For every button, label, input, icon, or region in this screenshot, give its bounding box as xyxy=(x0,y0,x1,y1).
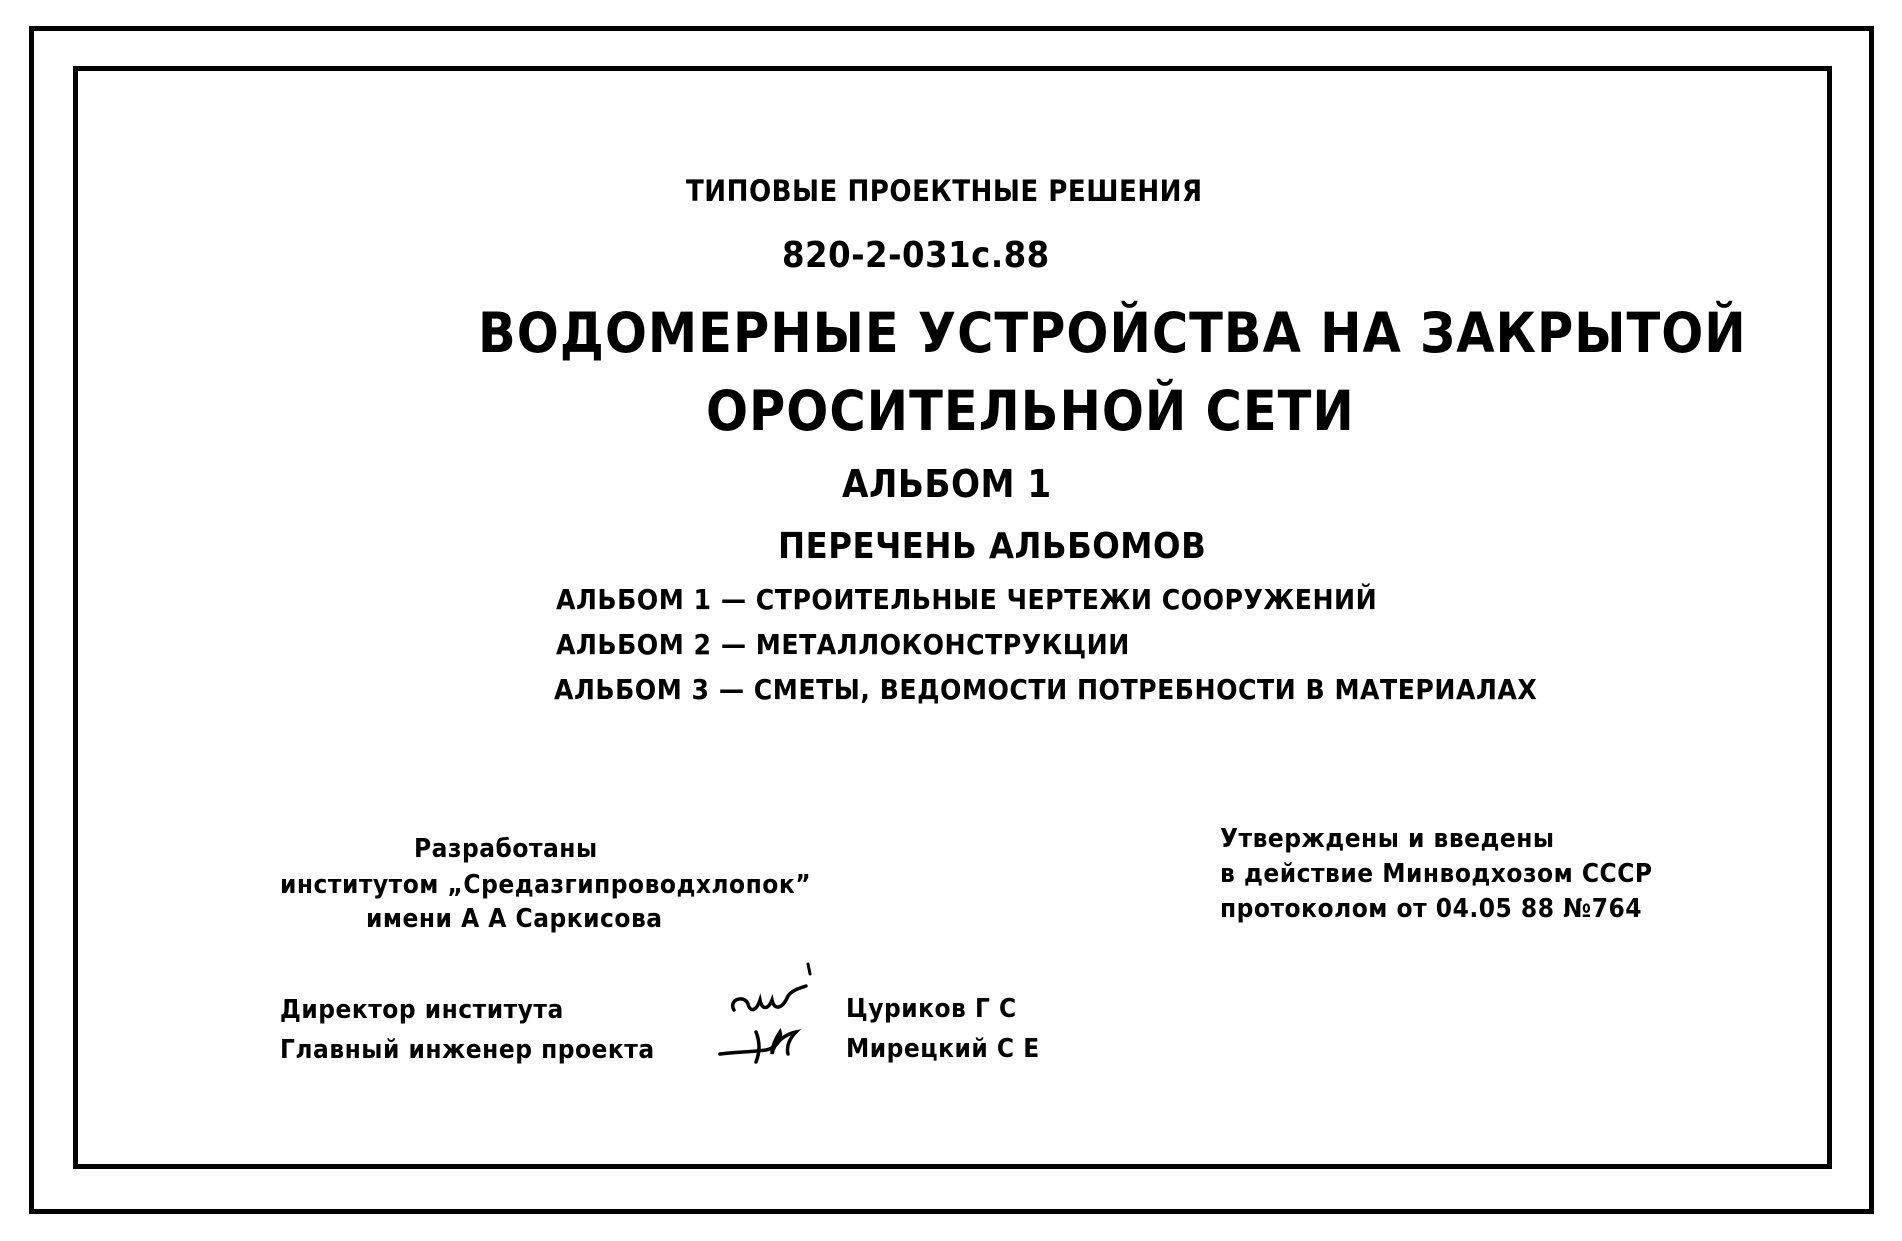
document-code: 820-2-031с.88 xyxy=(782,235,1050,276)
signatory-name: Мирецкий С Е xyxy=(846,1034,1040,1064)
signatory-role: Главный инженер проекта xyxy=(280,1035,655,1065)
signatory-name: Цуриков Г С xyxy=(846,994,1017,1024)
albums-list-item: АЛЬБОМ 3 — СМЕТЫ, ВЕДОМОСТИ ПОТРЕБНОСТИ В МАТЕРИАЛАХ xyxy=(554,673,1538,706)
developed-label: Разработаны xyxy=(414,834,598,864)
approved-protocol: протоколом от 04.05 88 №764 xyxy=(1220,894,1643,924)
series-heading: ТИПОВЫЕ ПРОЕКТНЫЕ РЕШЕНИЯ xyxy=(686,174,1203,208)
developed-named-after: имени А А Саркисова xyxy=(366,904,663,934)
title-line-2: ОРОСИТЕЛЬНОЙ СЕТИ xyxy=(706,379,1355,443)
album-number: АЛЬБОМ 1 xyxy=(842,462,1052,506)
developed-institute: институтом „Средазгипроводхлопок” xyxy=(280,870,812,900)
approved-authority: в действие Минводхозом СССР xyxy=(1220,859,1653,889)
chief-engineer-signature xyxy=(716,1012,816,1072)
title-line-1: ВОДОМЕРНЫЕ УСТРОЙСТВА НА ЗАКРЫТОЙ xyxy=(478,301,1747,365)
approved-label: Утверждены и введены xyxy=(1220,824,1555,854)
albums-list-heading: ПЕРЕЧЕНЬ АЛЬБОМОВ xyxy=(778,526,1207,567)
albums-list-item: АЛЬБОМ 1 — СТРОИТЕЛЬНЫЕ ЧЕРТЕЖИ СООРУЖЕНИЙ xyxy=(556,583,1378,616)
signatory-role: Директор института xyxy=(280,995,564,1025)
albums-list-item: АЛЬБОМ 2 — МЕТАЛЛОКОНСТРУКЦИИ xyxy=(556,628,1130,661)
